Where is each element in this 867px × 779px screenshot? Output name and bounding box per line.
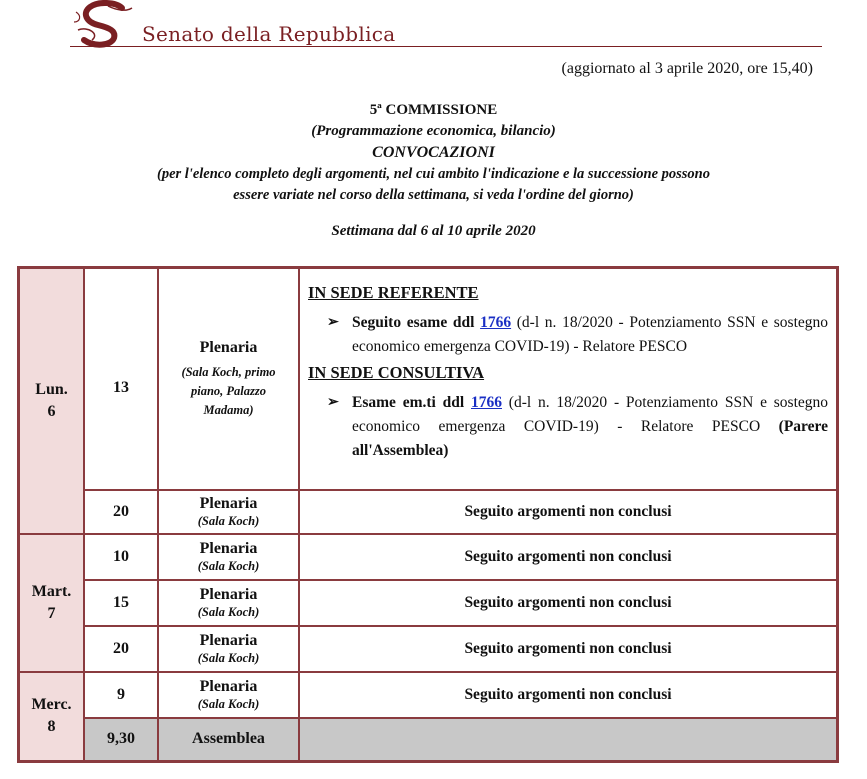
location-cell <box>158 718 299 762</box>
location-cell <box>158 626 299 672</box>
senate-logo-icon <box>70 0 140 50</box>
time-cell: 10 <box>84 534 158 580</box>
time-cell: 20 <box>84 490 158 534</box>
day-cell <box>19 534 85 672</box>
time-cell: 20 <box>84 626 158 672</box>
location-name: Assemblea <box>192 730 265 748</box>
location-cell <box>158 268 299 490</box>
location-name: Plenaria <box>199 677 258 695</box>
location-name: Plenaria <box>199 339 258 356</box>
time-cell: 15 <box>84 580 158 626</box>
location-cell <box>158 672 299 718</box>
bullet-arrow-icon: ➢ <box>327 395 339 410</box>
table-row <box>19 534 838 580</box>
table-row <box>19 626 838 672</box>
location-detail: (Sala Koch, primo piano, Palazzo Madama) <box>181 365 276 417</box>
bullet-arrow-icon: ➢ <box>327 315 339 330</box>
commission-title: 5ª COMMISSIONE <box>369 102 498 118</box>
agenda-item <box>308 311 828 359</box>
day-cell <box>19 672 85 762</box>
time-cell: 9,30 <box>84 718 158 762</box>
section-title: IN SEDE CONSULTIVA <box>308 363 485 382</box>
table-row <box>19 718 838 762</box>
time-cell: 13 <box>84 268 158 490</box>
schedule-table <box>17 266 839 763</box>
day-number: 7 <box>47 604 56 622</box>
document-titles <box>0 100 867 240</box>
page-header <box>70 0 822 50</box>
agenda-item-action: Seguito esame ddl <box>352 314 475 331</box>
update-timestamp: (aggiornato al 3 aprile 2020, ore 15,40) <box>561 60 813 77</box>
location-name: Plenaria <box>199 494 258 512</box>
agenda-item-action: Esame em.ti ddl <box>352 394 465 411</box>
location-cell <box>158 580 299 626</box>
ddl-link[interactable]: 1766 <box>470 394 502 411</box>
location-detail: (Sala Koch) <box>197 513 260 528</box>
description-cell: Seguito argomenti non conclusi <box>299 626 838 672</box>
location-detail: (Sala Koch) <box>197 696 260 711</box>
agenda-cell <box>299 268 838 490</box>
table-row <box>19 268 838 490</box>
agenda-item-note: (Parere all'Assemblea) <box>352 418 828 459</box>
day-number: 8 <box>47 718 56 736</box>
description-cell <box>299 718 838 762</box>
section-title: IN SEDE REFERENTE <box>308 283 479 302</box>
table-row <box>19 672 838 718</box>
table-row <box>19 580 838 626</box>
day-cell <box>19 268 85 534</box>
day-name: Mart. <box>31 582 72 600</box>
agenda-item-description: (d-l n. 18/2020 - Potenziamento SSN e sostegno economico emergenza COVID-19) - Relatore PESCO <box>352 394 829 435</box>
description-cell: Seguito argomenti non conclusi <box>299 672 838 718</box>
location-cell <box>158 490 299 534</box>
location-name: Plenaria <box>199 631 258 649</box>
day-name: Lun. <box>35 380 68 398</box>
agenda-item <box>308 391 828 463</box>
senate-name: Senato della Repubblica <box>142 22 396 46</box>
description-cell: Seguito argomenti non conclusi <box>299 490 838 534</box>
description-cell: Seguito argomenti non conclusi <box>299 580 838 626</box>
day-number: 6 <box>47 402 56 420</box>
convocations-title: CONVOCAZIONI <box>372 144 495 161</box>
description-cell: Seguito argomenti non conclusi <box>299 534 838 580</box>
location-name: Plenaria <box>199 585 258 603</box>
agenda-item-text <box>352 311 828 359</box>
table-row <box>19 490 838 534</box>
agenda-item-text <box>352 391 828 463</box>
location-cell <box>158 534 299 580</box>
location-detail: (Sala Koch) <box>197 604 260 619</box>
commission-subtitle: (Programmazione economica, bilancio) <box>311 123 556 139</box>
header-divider <box>70 46 822 47</box>
note-line-1: (per l'elenco completo degli argomenti, nel cui ambito l'indicazione e la successione possono <box>157 166 710 182</box>
ddl-link[interactable]: 1766 <box>480 314 512 331</box>
agenda-item-description: (d-l n. 18/2020 - Potenziamento SSN e sostegno economico emergenza COVID-19) - Relatore PESCO <box>352 314 829 355</box>
time-cell: 9 <box>84 672 158 718</box>
location-name: Plenaria <box>199 539 258 557</box>
location-detail: (Sala Koch) <box>197 558 260 573</box>
note-line-2: essere variate nel corso della settimana, si veda l'ordine del giorno) <box>233 187 634 203</box>
location-detail: (Sala Koch) <box>197 650 260 665</box>
week-range: Settimana dal 6 al 10 aprile 2020 <box>331 223 536 239</box>
day-name: Merc. <box>31 696 72 714</box>
